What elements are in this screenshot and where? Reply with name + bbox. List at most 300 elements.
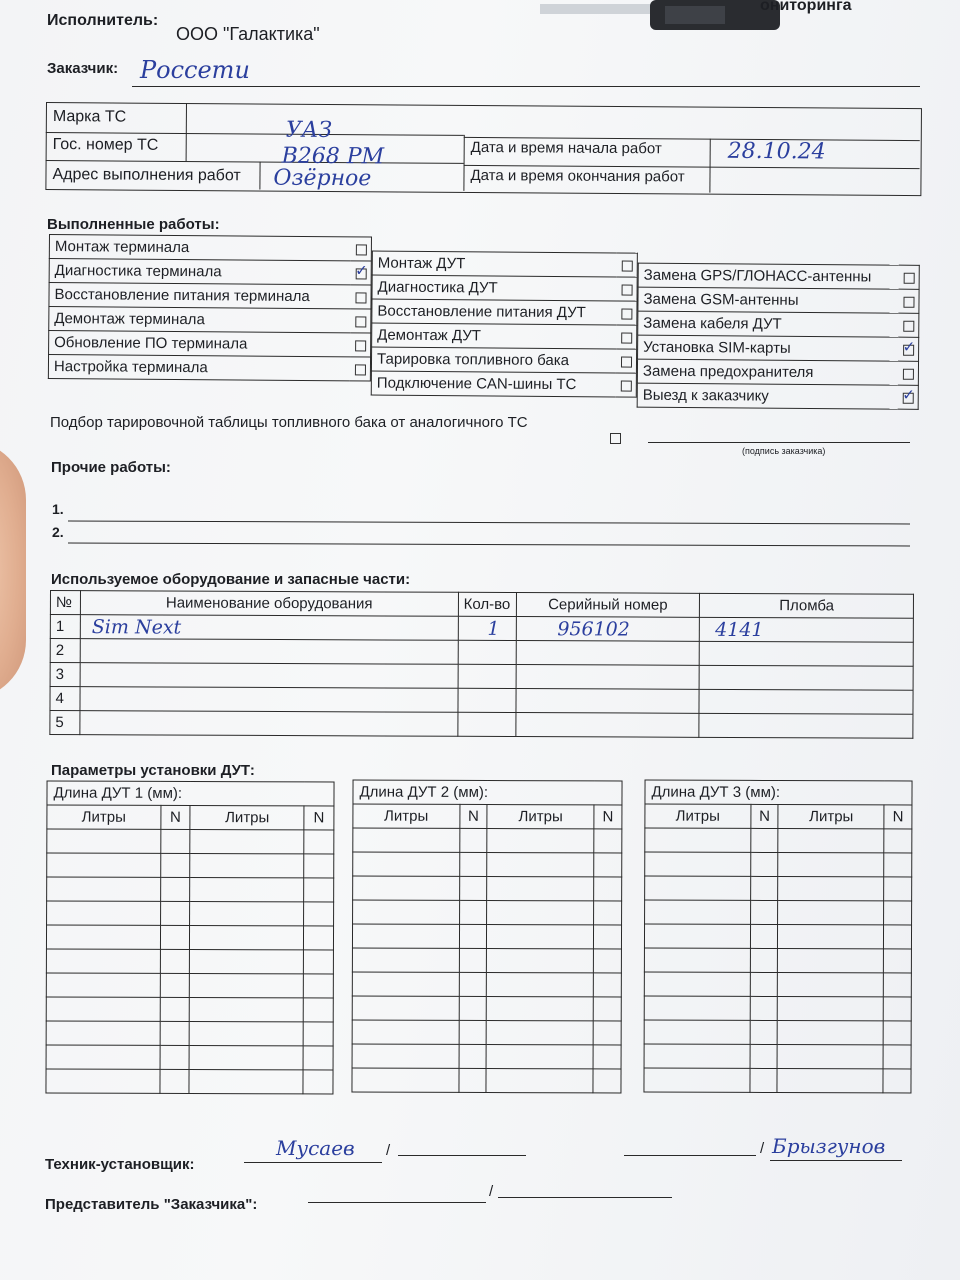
equipment-header-cell: Наименование оборудования	[80, 591, 458, 617]
dut-cell[interactable]	[644, 996, 750, 1020]
work-checkbox[interactable]	[898, 385, 919, 409]
work-checkbox[interactable]	[350, 309, 371, 333]
dut-cell[interactable]	[190, 949, 304, 973]
dut-row	[352, 924, 621, 949]
checkbox-icon	[903, 321, 914, 332]
second-sign-line	[624, 1155, 756, 1156]
dut-cell[interactable]	[593, 997, 621, 1021]
dut-cell[interactable]	[593, 1045, 621, 1069]
work-row	[49, 235, 371, 262]
dut-cell[interactable]	[644, 924, 750, 948]
equipment-header-cell: №	[50, 591, 80, 615]
dut-col-litres: Литры	[487, 805, 594, 829]
work-row	[372, 251, 637, 277]
equipment-row	[50, 711, 913, 739]
dut-cell[interactable]	[459, 948, 487, 972]
dut-row	[47, 901, 334, 926]
row-number: 1	[55, 618, 65, 636]
handwritten-entry	[521, 642, 557, 664]
work-checkbox[interactable]	[898, 361, 919, 385]
dut-row	[46, 1021, 333, 1046]
work-label: Монтаж ДУТ	[372, 251, 617, 277]
end-label: Дата и время окончания работ	[470, 166, 685, 186]
pen-clip-icon	[540, 0, 780, 30]
checkbox-icon	[354, 364, 365, 375]
technician-signature: Мусаев	[276, 1136, 355, 1160]
dut-cell[interactable]	[46, 1045, 160, 1069]
dut-cell[interactable]	[459, 852, 487, 876]
work-row	[49, 259, 371, 286]
dut-cell[interactable]	[487, 972, 594, 996]
dut-cell[interactable]	[778, 853, 884, 877]
dut-cell[interactable]	[353, 852, 460, 876]
dut-cell[interactable]	[160, 853, 190, 877]
row-number: 4	[55, 690, 64, 708]
dut-cell[interactable]	[352, 948, 459, 972]
work-row	[638, 287, 919, 313]
checkbox-icon	[355, 244, 366, 255]
dut-cell[interactable]	[594, 829, 622, 853]
dut-cell[interactable]	[486, 1044, 593, 1068]
customer-line	[132, 86, 920, 87]
dut-cell[interactable]	[884, 973, 912, 997]
dut-cell[interactable]	[160, 1069, 190, 1093]
dut-cell[interactable]	[594, 901, 622, 925]
dut-row	[353, 852, 622, 877]
dut-cell[interactable]	[304, 902, 334, 926]
dut-cell[interactable]	[160, 925, 190, 949]
work-label: Демонтаж ДУТ	[372, 323, 617, 349]
handwritten-entry	[86, 640, 92, 662]
work-checkbox[interactable]	[616, 373, 637, 397]
dut-cell[interactable]	[884, 901, 912, 925]
dut-row	[46, 925, 333, 950]
dut-cell[interactable]	[459, 924, 487, 948]
equipment-cell-seal[interactable]	[700, 617, 914, 642]
dut-cell[interactable]	[778, 877, 884, 901]
dut-cell[interactable]	[459, 900, 487, 924]
equipment-cell-serial[interactable]	[516, 617, 700, 642]
checkbox-icon	[355, 292, 366, 303]
dut-cell[interactable]	[459, 996, 487, 1020]
work-checkbox[interactable]	[898, 337, 919, 361]
handwritten-entry	[463, 641, 487, 663]
work-checkbox[interactable]	[616, 349, 637, 373]
work-checkbox[interactable]	[616, 277, 637, 301]
work-label: Установка SIM-карты	[638, 335, 899, 361]
handwritten-entry	[463, 689, 487, 711]
equipment-cell-seal[interactable]	[699, 713, 913, 738]
equipment-cell-seal[interactable]	[699, 665, 913, 690]
dut-row	[644, 924, 911, 949]
equipment-cell-name[interactable]	[80, 687, 458, 713]
dut-cell[interactable]	[778, 996, 884, 1020]
dut-cell[interactable]	[778, 972, 884, 996]
checkbox-icon	[355, 340, 366, 351]
work-label: Настройка терминала	[48, 355, 350, 381]
dut-cell[interactable]	[353, 900, 460, 924]
dut-cell[interactable]	[303, 998, 333, 1022]
work-checkbox[interactable]	[350, 333, 371, 357]
dut-row	[46, 1069, 333, 1094]
dut-row	[46, 973, 333, 998]
dut-cell[interactable]	[160, 949, 190, 973]
dut-cell[interactable]	[352, 924, 459, 948]
work-checkbox[interactable]	[616, 301, 637, 325]
equipment-cell-name[interactable]	[80, 615, 458, 641]
dut-row	[644, 996, 911, 1021]
other-row-1-num: 1.	[52, 501, 64, 517]
dut-cell[interactable]	[303, 974, 333, 998]
dut-row	[644, 972, 911, 997]
other-row-2-num: 2.	[52, 524, 64, 540]
dut-cell[interactable]	[884, 877, 912, 901]
dut-cell[interactable]	[303, 1070, 333, 1094]
equipment-cell-serial[interactable]	[515, 689, 699, 714]
dut-cell[interactable]	[884, 925, 912, 949]
dut-col-n: N	[594, 805, 622, 829]
dut-cell[interactable]	[304, 878, 334, 902]
dut-cell[interactable]	[645, 852, 751, 876]
dut-length-title: Длина ДУТ 3 (мм):	[645, 780, 912, 805]
dut-row	[644, 948, 911, 973]
work-row	[372, 299, 637, 325]
dut-cell[interactable]	[750, 924, 778, 948]
equipment-cell-seal[interactable]	[700, 641, 914, 666]
dut-table-2	[351, 780, 622, 1094]
dut-row	[644, 1044, 911, 1069]
work-row	[49, 283, 371, 310]
address-handwriting: Озёрное	[273, 165, 372, 192]
equipment-header-cell: Кол-во	[458, 592, 516, 616]
tariff-label: Подбор тарировочной таблицы топливного бака от аналогичного ТС	[50, 414, 528, 431]
equipment-cell-n[interactable]	[50, 663, 80, 687]
dut-cell[interactable]	[190, 925, 304, 949]
work-checkbox[interactable]	[898, 289, 919, 313]
dut-cell[interactable]	[593, 949, 621, 973]
dut-cell[interactable]	[190, 1021, 304, 1045]
dut-cell[interactable]	[487, 877, 594, 901]
dut-cell[interactable]	[190, 902, 304, 926]
dut-cell[interactable]	[459, 876, 487, 900]
dut-cell[interactable]	[750, 900, 778, 924]
work-checkbox[interactable]	[898, 313, 919, 337]
equipment-cell-serial[interactable]	[516, 665, 700, 690]
dut-cell[interactable]	[352, 1044, 459, 1068]
dut-cell[interactable]	[884, 949, 912, 973]
dut-cell[interactable]	[883, 1069, 911, 1093]
work-row	[637, 359, 918, 385]
dut-cell[interactable]	[190, 854, 304, 878]
dut-cell[interactable]	[47, 877, 161, 901]
dut-cell[interactable]	[47, 901, 161, 925]
dut-col-litres: Литры	[645, 804, 751, 828]
dut-cell[interactable]	[459, 1068, 487, 1092]
checkbox-icon	[621, 333, 632, 344]
dut-col-litres: Литры	[353, 804, 460, 828]
equipment-cell-qty[interactable]	[458, 688, 516, 712]
work-checkbox[interactable]	[351, 237, 372, 261]
works-col-2	[371, 251, 638, 398]
dut-row	[47, 853, 334, 878]
dut-cell[interactable]	[304, 926, 334, 950]
second-name-handwriting: Брызгунов	[772, 1134, 886, 1158]
plate-label: Гос. номер ТС	[52, 136, 159, 154]
dut-cell[interactable]	[884, 829, 912, 853]
customer-signature-line	[648, 442, 910, 443]
dut-cell[interactable]	[644, 1020, 750, 1044]
handwritten-entry	[463, 665, 487, 687]
dut-cell[interactable]	[593, 925, 621, 949]
equipment-cell-qty[interactable]	[458, 616, 516, 640]
checkbox-icon	[355, 316, 366, 327]
dut-cell[interactable]	[46, 1021, 160, 1045]
dut-cell[interactable]	[593, 973, 621, 997]
equipment-cell-n[interactable]	[50, 687, 80, 711]
handwritten-entry	[463, 713, 487, 735]
equipment-cell-serial[interactable]	[515, 713, 699, 738]
work-label: Подключение CAN-шины ТС	[371, 371, 616, 397]
dut-cell[interactable]	[190, 997, 304, 1021]
works-col-1	[48, 234, 372, 382]
dut-length-title: Длина ДУТ 1 (мм):	[47, 781, 334, 806]
dut-row	[47, 829, 334, 854]
dut-cell[interactable]	[487, 924, 594, 948]
dut-cell[interactable]	[778, 948, 884, 972]
handwritten-entry: 4141	[715, 618, 764, 641]
checkbox-icon	[620, 381, 631, 392]
works-title: Выполненные работы:	[47, 216, 220, 233]
dut-row	[352, 948, 621, 973]
start-handwriting: 28.10.24	[727, 138, 826, 165]
dut-cell[interactable]	[160, 829, 190, 853]
dut-row	[352, 1068, 621, 1093]
dut-cell[interactable]	[778, 1020, 884, 1044]
customer-label: Заказчик:	[47, 60, 119, 77]
equipment-cell-serial[interactable]	[516, 641, 700, 666]
dut-cell[interactable]	[352, 1068, 459, 1092]
dut-cell[interactable]	[487, 948, 594, 972]
dut-row	[46, 1045, 333, 1070]
dut-cell[interactable]	[750, 876, 778, 900]
dut-cell[interactable]	[304, 950, 334, 974]
dut-cell[interactable]	[459, 972, 487, 996]
work-label: Диагностика ДУТ	[372, 275, 617, 301]
equipment-cell-qty[interactable]	[457, 712, 515, 736]
dut-cell[interactable]	[750, 972, 778, 996]
work-checkbox[interactable]	[351, 261, 372, 285]
dut-cell[interactable]	[487, 996, 594, 1020]
dut-cell[interactable]	[304, 830, 334, 854]
handwritten-entry	[705, 690, 715, 712]
dut-length-title: Длина ДУТ 2 (мм):	[353, 780, 622, 805]
dut-cell[interactable]	[303, 1046, 333, 1070]
dut-row	[645, 876, 912, 901]
dut-cell[interactable]	[353, 828, 460, 852]
dut-cell[interactable]	[593, 1021, 621, 1045]
dut-cell[interactable]	[644, 948, 750, 972]
dut-cell[interactable]	[46, 1069, 160, 1093]
dut-cell[interactable]	[190, 973, 304, 997]
dut-col-n: N	[884, 805, 912, 829]
other-title: Прочие работы:	[51, 459, 171, 476]
checkbox-icon	[620, 357, 631, 368]
dut-cell[interactable]	[160, 1021, 190, 1045]
dut-cell[interactable]	[593, 1069, 621, 1093]
handwritten-entry	[86, 664, 92, 686]
representative-slash: /	[489, 1183, 494, 1200]
dut-row	[352, 972, 621, 997]
dut-cell[interactable]	[189, 1045, 303, 1069]
work-row	[638, 263, 919, 289]
dut-cell[interactable]	[160, 973, 190, 997]
dut-cell[interactable]	[777, 1068, 883, 1092]
dut-cell[interactable]	[750, 996, 778, 1020]
row-number: 2	[55, 642, 65, 660]
dut-cell[interactable]	[487, 829, 594, 853]
dut-cell[interactable]	[160, 1045, 190, 1069]
dut-col-n: N	[751, 804, 779, 828]
dut-cell[interactable]	[46, 997, 160, 1021]
dut-cell[interactable]	[883, 997, 911, 1021]
dut-cell[interactable]	[190, 830, 304, 854]
dut-cell[interactable]	[883, 1021, 911, 1045]
dut-cell[interactable]	[751, 828, 779, 852]
dut-title: Параметры установки ДУТ:	[51, 762, 255, 779]
tariff-checkbox[interactable]	[610, 430, 621, 448]
work-checkbox[interactable]	[350, 285, 371, 309]
dut-cell[interactable]	[883, 1045, 911, 1069]
work-row	[371, 371, 636, 397]
dut-cell[interactable]	[160, 901, 190, 925]
equipment-cell-qty[interactable]	[458, 664, 516, 688]
work-row	[638, 311, 919, 337]
address-label: Адрес выполнения работ	[52, 166, 241, 185]
dut-cell[interactable]	[750, 1044, 778, 1068]
dut-cell[interactable]	[645, 900, 751, 924]
dut-row	[352, 996, 621, 1021]
dut-cell[interactable]	[594, 877, 622, 901]
dut-cell[interactable]	[189, 1069, 303, 1093]
dut-cell[interactable]	[644, 1068, 750, 1092]
dut-cell[interactable]	[487, 1020, 594, 1044]
checkbox-icon	[621, 261, 632, 272]
dut-cell[interactable]	[160, 997, 190, 1021]
dut-row	[353, 900, 622, 925]
dut-cell[interactable]	[352, 996, 459, 1020]
dut-cell[interactable]	[352, 972, 459, 996]
dut-cell[interactable]	[778, 901, 884, 925]
dut-col-litres: Литры	[778, 805, 884, 829]
technician-slash: /	[386, 1142, 391, 1159]
technician-sign-line	[244, 1162, 382, 1163]
dut-cell[interactable]	[486, 1068, 593, 1092]
work-checkbox[interactable]	[350, 357, 371, 381]
work-row	[49, 331, 371, 358]
dut-row	[644, 1020, 911, 1045]
dut-cell[interactable]	[303, 1022, 333, 1046]
technician-label: Техник-установщик:	[45, 1156, 195, 1173]
dut-cell[interactable]	[750, 1020, 778, 1044]
handwritten-entry	[521, 690, 557, 712]
dut-cell[interactable]	[459, 1020, 487, 1044]
dut-cell[interactable]	[777, 1044, 883, 1068]
dut-cell[interactable]	[353, 876, 460, 900]
equipment-cell-name[interactable]	[80, 711, 458, 737]
equipment-cell-name[interactable]	[80, 639, 458, 665]
work-checkbox[interactable]	[899, 265, 920, 289]
vehicle-block	[45, 102, 922, 196]
dut-cell[interactable]	[459, 1044, 487, 1068]
handwritten-entry: 956102	[557, 617, 630, 641]
equipment-cell-qty[interactable]	[458, 640, 516, 664]
work-checkbox[interactable]	[617, 253, 638, 277]
work-label: Замена GPS/ГЛОНАСС-антенны	[638, 263, 899, 289]
work-label: Демонтаж терминала	[49, 307, 351, 333]
dut-row	[645, 852, 912, 877]
dut-cell[interactable]	[778, 829, 884, 853]
handwritten-entry	[85, 688, 91, 710]
work-checkbox[interactable]	[616, 325, 637, 349]
dut-cell[interactable]	[190, 878, 304, 902]
dut-row	[46, 949, 333, 974]
dut-cell[interactable]	[645, 828, 751, 852]
executor-value: ООО "Галактика"	[176, 24, 320, 44]
dut-col-litres: Литры	[47, 805, 161, 829]
brand-label: Марка ТС	[52, 108, 127, 126]
dut-cell[interactable]	[750, 852, 778, 876]
representative-label: Представитель "Заказчика":	[45, 1196, 258, 1213]
dut-cell[interactable]	[487, 853, 594, 877]
dut-row	[353, 828, 622, 853]
equipment-cell-n[interactable]	[50, 615, 80, 639]
start-label: Дата и время начала работ	[470, 138, 662, 158]
dut-cell[interactable]	[352, 1020, 459, 1044]
dut-cell[interactable]	[47, 853, 161, 877]
dut-cell[interactable]	[47, 829, 161, 853]
equipment-cell-name[interactable]	[80, 663, 458, 689]
dut-cell[interactable]	[459, 828, 487, 852]
dut-cell[interactable]	[645, 876, 751, 900]
handwritten-entry	[705, 666, 715, 688]
work-label: Восстановление питания терминала	[49, 283, 351, 309]
dut-cell[interactable]	[304, 854, 334, 878]
dut-cell[interactable]	[884, 853, 912, 877]
handwritten-entry	[705, 642, 715, 664]
second-slash: /	[760, 1140, 765, 1157]
work-label: Тарировка топливного бака	[371, 347, 616, 373]
dut-cell[interactable]	[644, 972, 750, 996]
dut-table-1	[45, 780, 334, 1094]
dut-cell[interactable]	[750, 948, 778, 972]
equipment-cell-n[interactable]	[50, 711, 80, 735]
dut-cell[interactable]	[644, 1044, 750, 1068]
dut-col-n: N	[161, 805, 191, 829]
dut-cell[interactable]	[46, 949, 160, 973]
dut-cell[interactable]	[750, 1068, 778, 1092]
dut-cell[interactable]	[778, 924, 884, 948]
equipment-cell-n[interactable]	[50, 639, 80, 663]
dut-cell[interactable]	[487, 901, 594, 925]
dut-cell[interactable]	[594, 853, 622, 877]
work-label: Обновление ПО терминала	[49, 331, 351, 357]
dut-cell[interactable]	[160, 877, 190, 901]
dut-cell[interactable]	[46, 973, 160, 997]
equipment-cell-seal[interactable]	[699, 689, 913, 714]
checked-box-icon	[903, 345, 914, 356]
work-label: Восстановление питания ДУТ	[372, 299, 617, 325]
dut-cell[interactable]	[46, 925, 160, 949]
